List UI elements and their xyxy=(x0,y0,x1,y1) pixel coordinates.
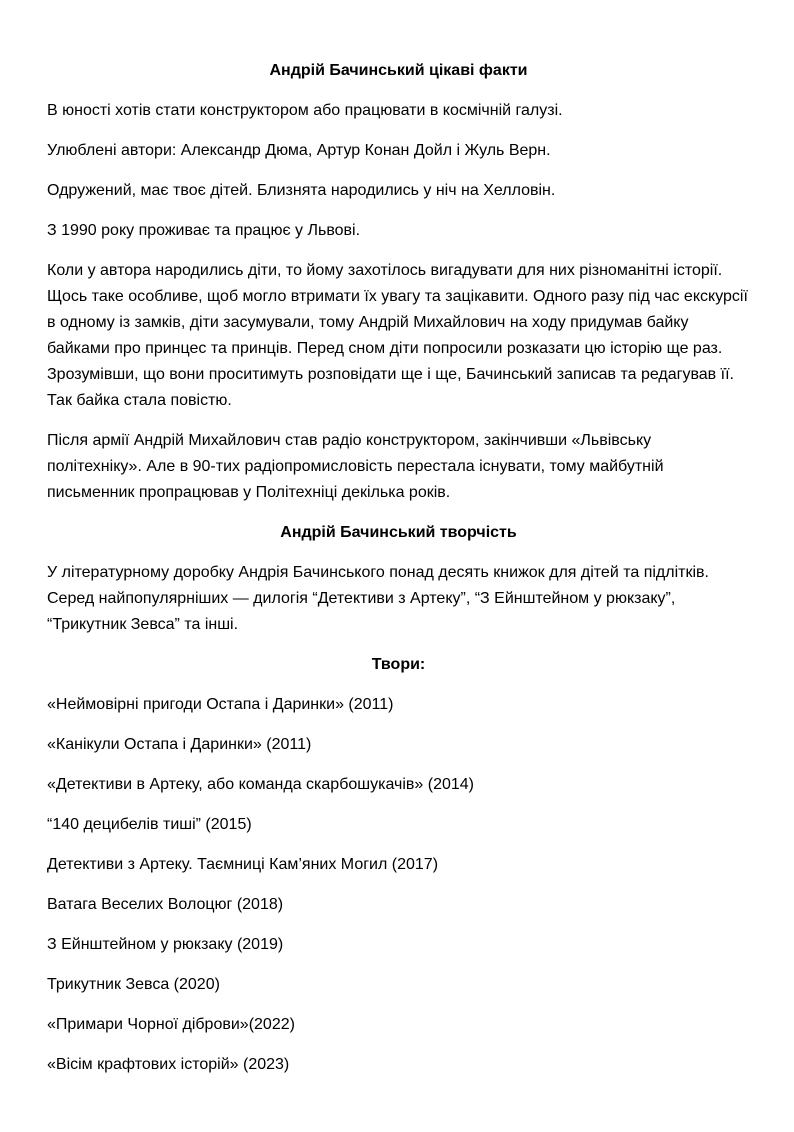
paragraph: Коли у автора народились діти, то йому захотілось вигадувати для них різноманітні історії. Щось таке особливе, щоб могло втримати їх увагу та зацікавити. Одного разу під час екскурсії в одному із замків, діти засумували, тому Андрій Михайлович на ходу придумав байку байками про принцес та принців. Перед сном діти попросили розказати цю історію ще раз. Зрозумівши, що вони проситимуть розповідати ще і ще, Бачинський записав та редагував її. Так байка стала повістю. xyxy=(47,262,748,409)
work-item: «Неймовірні пригоди Остапа і Даринки» (2011) xyxy=(47,696,394,713)
paragraph: Улюблені автори: Александр Дюма, Артур Конан Дойл і Жуль Верн. xyxy=(47,142,551,159)
heading-facts: Андрій Бачинський цікаві факти xyxy=(269,62,528,79)
paragraph: Після армії Андрій Михайлович став радіо конструктором, закінчивши «Львівську політехніку». Але в 90-тих радіопромисловість перестала існувати, тому майбутній письменник пропрацював у Політехніці декілька років. xyxy=(47,432,664,501)
facts-section xyxy=(47,98,750,506)
work-item: Ватага Веселих Волоцюг (2018) xyxy=(47,896,284,913)
paragraph: З 1990 року проживає та працює у Львові. xyxy=(47,222,361,239)
work-item: «Вісім крафтових історій» (2023) xyxy=(47,1056,290,1073)
heading-works-list: Твори: xyxy=(371,656,426,673)
heading-works: Андрій Бачинський творчість xyxy=(280,524,517,541)
works-list xyxy=(47,692,750,1078)
work-item: Детективи з Артеку. Таємниці Кам’яних Могил (2017) xyxy=(47,856,439,873)
work-item: З Ейнштейном у рюкзаку (2019) xyxy=(47,936,284,953)
work-item: “140 децибелів тиші” (2015) xyxy=(47,816,252,833)
works-intro-paragraph: У літературному доробку Андрія Бачинського понад десять книжок для дітей та підлітків. Серед найпопулярніших — дилогія “Детективи з Артеку”, “З Ейнштейном у рюкзаку”, “Трикутник Зевса” та інші. xyxy=(47,564,709,633)
work-item: «Детективи в Артеку, або команда скарбошукачів» (2014) xyxy=(47,776,474,793)
paragraph: В юності хотів стати конструктором або працювати в космічній галузі. xyxy=(47,102,563,119)
work-item: «Канікули Остапа і Даринки» (2011) xyxy=(47,736,312,753)
work-item: «Примари Чорної діброви»(2022) xyxy=(47,1016,295,1033)
paragraph: Одружений, має твоє дітей. Близнята народились у ніч на Хелловін. xyxy=(47,182,556,199)
work-item: Трикутник Зевса (2020) xyxy=(47,976,220,993)
